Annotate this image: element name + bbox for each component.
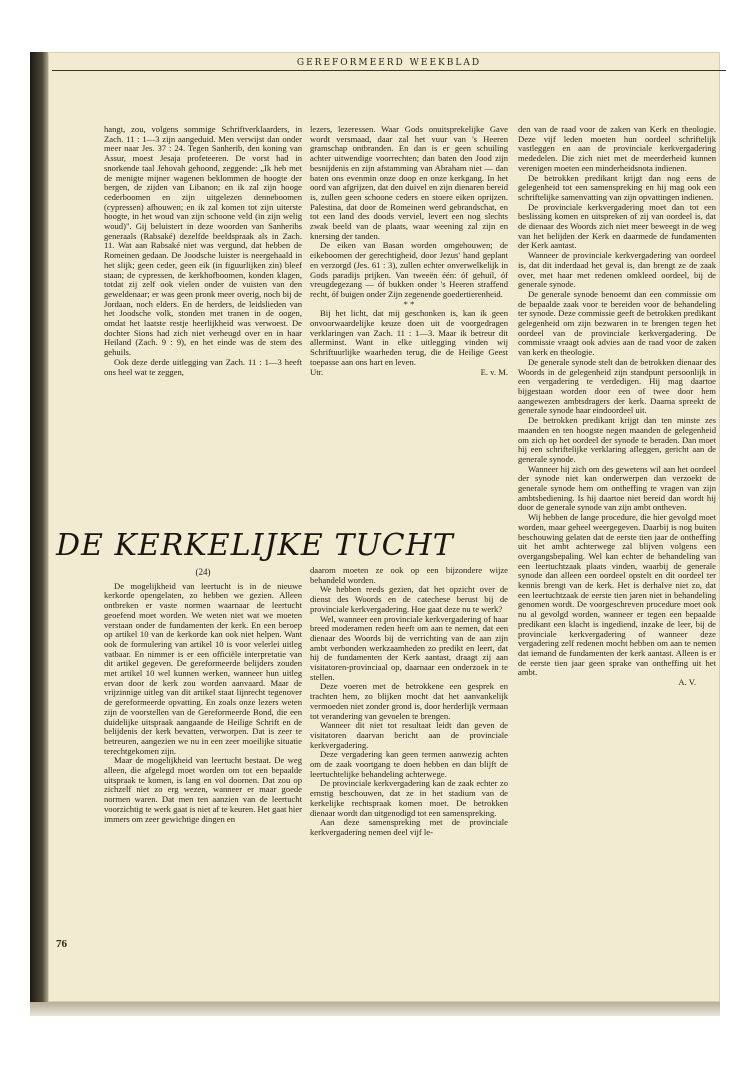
paragraph: Wanneer dit niet tot resultaat leidt dan geven de visitatoren daarvan bericht aan de provinciale kerkvergadering. xyxy=(310,720,508,750)
paragraph: De betrokken predikant krijgt dan ten minste zes maanden en ten hoogste negen maanden de gelegenheid om zich op het oordeel der synode te beraden. Dan moet hij een schriftelijke verklaring afleggen, gericht aan de generale synode. xyxy=(518,415,716,464)
paragraph: De provinciale kerkvergadering kan de zaak echter zo ernstig beschouwen, dat ze in het stadium van de kerkelijke rechtspraak komen moet. De betrokken dienaar wordt dan uitgenodigd tot een samenspreking. xyxy=(310,778,508,818)
book-binding xyxy=(30,52,50,1002)
paragraph: Aan deze samenspreking met de provinciale kerkvergadering nemen deel vijf le- xyxy=(310,817,508,837)
paragraph: De generale synode stelt dan de betrokken dienaar des Woords in de gelegenheid zijn standpunt persoonlijk in een vergadering te verdedigen. Hij mag daartoe bijgestaan worden door een of twee door hem aangewezen ambtsdragers der kerk. Daarna spreekt de generale synode haar eindoordeel uit. xyxy=(518,356,716,416)
paragraph: Wij hebben de lange procedure, die hier gevolgd moet worden, maar geheel weergegeven. Daarbij is nog buiten beschouwing gelaten dat de eerste tien jaar de ontheffing uit het ambt achterwege zal blijven volgens een overgangsbepaling. Wel kan echter de behandeling van een leertuchtzaak plaats vinden, waarbij de generale synode dan alleen een oordeel opstelt en dit oordeel ter kennis brengt van de kerk. Het is derhalve niet zo, dat een leertuchtzaak de eerste tien jaren niet in behandeling genomen wordt. De voorgeschreven procedure moet ook nu al gevolgd worden, wanneer er tegen een bepaalde predikant een klacht is ingediend, inzake de leer, bij de provinciale kerkvergadering of wanneer deze vergadering zelf redenen mocht hebben om aan te nemen dat iemand de fundamenten der kerk aantast. Alleen is er de eerste tien jaar geen sprake van ontheffing uit het ambt. xyxy=(518,512,716,678)
article1-column-2 xyxy=(310,125,508,377)
paragraph: Ook deze derde uitlegging van Zach. 11 : 1—3 heeft ons heel wat te zeggen, xyxy=(104,356,302,377)
paragraph: De eiken van Basan worden omgehouwen; de eikeboomen der gerechtigheid, door Jezus' hand geplant en verzorgd (Jes. 61 : 3), zullen echter onverwelkelijk in Gods paradijs prijken. Van tweeën één: óf gehuil, óf vreugdegezang — óf bukken onder 's Heeren straffend recht, óf buigen onder Zijn zegenende goedertierenheid. xyxy=(310,240,508,299)
paragraph: Wanneer de provinciale kerkvergadering van oordeel is, dat dit inderdaad het geval is, dan brengt ze de zaak over, met haar met redenen omkleed oordeel, bij de generale synode. xyxy=(518,250,716,290)
header-rule xyxy=(52,70,726,71)
right-column xyxy=(518,125,716,688)
article2-column-1 xyxy=(104,566,302,824)
paragraph: den van de raad voor de zaken van Kerk en theologie. Deze vijf leden moeten hun oordeel schriftelijk vastleggen en aan de provinciale kerkvergadering mededelen. Die zich niet met de meerderheid kunnen verenigen moeten een minderheidsnota indienen. xyxy=(518,124,716,173)
running-header: GEREFORMEERD WEEKBLAD xyxy=(296,58,482,68)
paragraph: Deze vergadering kan geen termen aanwezig achten om de zaak voortgang te doen hebben en dan blijft de leertuchtelijke behandeling achterwege. xyxy=(310,749,508,779)
paragraph: De mogelijkheid van leertucht is in de nieuwe kerkorde opengelaten, zo hebben we gezien. Alleen ontbreken er vaste normen waarnaar de leertucht geoefend moet worden. We weten niet wat we moeten verstaan onder de fundamenten der kerk. En een beroep op artikel 10 van de kerkorde kan ook niet helpen. Want ook de formulering van artikel 10 is voor velerlei uitleg vatbaar. En nimmer is er een officiële interpretatie van dit artikel gegeven. De gereformeerde belijders zouden met artikel 10 wel kunnen werken, wanneer hun uitleg ervan door de kerk zou worden aanvaard. Maar de vrijzinnige uitleg van dit artikel staat lijnrecht tegenover de gereformeerde opvatting. En zoals onze lezers weten zijn de voorstellen van de Gereformeerde Bond, die een duidelijke uitspraak aangaande de Heilige Schrift en de belijdenis der kerk bevatten, verworpen. Dat is zeer te betreuren, aangezien we nu in een zeer moeilijke situatie terechtgekomen zijn. xyxy=(104,580,302,756)
paragraph: daarom moeten ze ook op een bijzondere wijze behandeld worden. xyxy=(310,565,508,585)
paragraph: Maar de mogelijkheid van leertucht bestaat. De weg alleen, die afgelegd moet worden om tot een bepaalde uitspraak te komen, is lang en vol doornen. Dat zou op zichzelf niet zo erg wezen, wanneer er maar goede normen waren. Dat men ten aanzien van de leertucht voorzichtig te werk gaat is niet af te keuren. Het gaat hier immers om zeer gewichtige dingen en xyxy=(104,755,302,824)
paragraph: Deze voeren met de betrokkene een gesprek en trachten hem, zo blijken mocht dat het aanvankelijk vermoeden niet zonder grond is, door herderlijk vermaan tot verandering van gevoelen te brengen. xyxy=(310,681,508,721)
paragraph: De betrokken predikant krijgt dan nog eens de gelegenheid tot een samenspreking en hij mag ook een schriftelijke samenvatting van zijn opvattingen indienen. xyxy=(518,172,716,202)
installment-number: (24) xyxy=(195,567,211,577)
paragraph: De generale synode benoemt dan een commissie om de bepaalde zaak voor te bereiden voor de behandeling ter synode. Deze commissie geeft de betrokken predikant gelegenheid om zijn bezwaren in te brengen tegen het oordeel van de provinciale kerkvergadering. De commissie vraagt ook advies aan de raad voor de zaken van kerk en theologie. xyxy=(518,288,716,358)
paragraph: lezers, lezeressen. Waar Gods onuitsprekelijke Gave wordt versmaad, daar zal het vuur van 's Heeren gramschap ontbranden. En dan is er geen schuiling achter uitwendige voorrechten; dan baten den Jood zijn besnijdenis en zijn afstamming van Abraham niet — dan baten ons evenmin onze doop en onze kerkgang. In het oord van afgrijzen, dat den duivel en zijn dienaren bereid is, zullen geen schoone ceders en stoere eiken oprijzen. Palestina, dat door de Romeinen werd gebrandschat, en tot een land des doods verviel, levert een nog slechts zwak beeld van de plaats, waar weening zal zijn en knersing der tanden. xyxy=(310,124,508,241)
paragraph: Wanneer hij zich om des gewetens wil aan het oordeel der synode niet kan onderwerpen dan verzoekt de generale synode hem om ontheffing te vragen van zijn ambtsbediening. Is hij daartoe niet bereid dan wordt hij door de generale synode van zijn ambt ontheven. xyxy=(518,463,716,513)
paragraph: hangt, zou, volgens sommige Schriftverklaarders, in Zach. 11 : 1—3 zijn aangeduid. Men verwijst dan onder meer naar Jes. 37 : 24. Tegen Sanherib, den koning van Assur, moest Jesaja profeteeren. De vorst had in snorkende taal Jehovah gehoond, zeggende: „Ik heb met de menigte mijner wagenen beklommen de hoogte der bergen, de zijden van Libanon; en ik zal zijn hooge cederboomen en zijn uitgelezen denneboomen (cypressen) afhouwen; en ik zal komen tot zijn uiterste hoogte, in het woud van zijn schoone veld (in zijn welig woud)". Gij beluistert in deze woorden van Sanheribs generaals (Rabsaké) dezelfde beeldspraak als in Zach. 11. Wat aan Rabsaké niet was vergund, dat hebben de Romeinen gedaan. De Joodsche luister is neergehaald in het slijk; geen ceder, geen eik (in figuurlijken zin) bleef staan; de cypressen, de kerkhofboomen, konden klagen, totdat zij zelf ook vielen onder de vuisten van den geweldenaar; er was geen pronk meer overig, noch bij de Jordaan, noch elders. En de herders, de leidslieden van het Joodsche volk, stonden met tranen in de oogen, omdat het laatste restje heerlijkheid was verwoest. De dochter Sions had zich niet verheugd over en in haar Heiland (Zach. 9 : 9), en het einde was de stem des gehuils. xyxy=(104,124,302,358)
paragraph: Bij het licht, dat mij geschonken is, kan ik geen onvoorwaardelijke keuze doen uit de voorgedragen verklaringen van Zach. 11 : 1—3. Maar ik betreur dit allerminst. Want in elke uitlegging vinden wij Schriftuurlijke waarheden terug, die de Heilige Geest toepasse aan ons hart en leven. xyxy=(310,308,508,367)
article1-column-1 xyxy=(104,125,302,377)
paragraph: De provinciale kerkvergadering moet dan tot een beslissing komen en uitspreken of zij van oordeel is, dat de dienaar des Woords zich niet meer beweegt in de weg van het belijden der Kerk en daarmede de fundamenten der Kerk aantast. xyxy=(518,201,716,251)
article2-column-2 xyxy=(310,566,508,838)
paragraph: Wel, wanneer een provinciale kerkvergadering of haar breed moderamen reden heeft om aan te nemen, dat een dienaar des Woords bij de verrichting van de aan zijn ambt verbonden werkzaamheden zo predikt en leert, dat hij de fundamenten der Kerk aantast, draagt zij aan visitatoren-provinciaal op, daarnaar een onderzoek in te stellen. xyxy=(310,613,508,682)
article2-signature: A. V. xyxy=(678,677,696,688)
paragraph: We hebben reeds gezien, dat het opzicht over de dienst des Woords en de catechese berust bij de provinciale kerkvergadering. Hoe gaat deze nu te werk? xyxy=(310,584,508,614)
page-number: 76 xyxy=(56,938,67,950)
signature-place: Utr. xyxy=(310,366,324,377)
article1-signature xyxy=(310,368,508,378)
article-title: DE KERKELIJKE TUCHT xyxy=(56,528,454,563)
section-separator: * * xyxy=(403,298,415,309)
page-edge xyxy=(30,1002,720,1016)
signature-author: E. v. M. xyxy=(480,366,508,377)
